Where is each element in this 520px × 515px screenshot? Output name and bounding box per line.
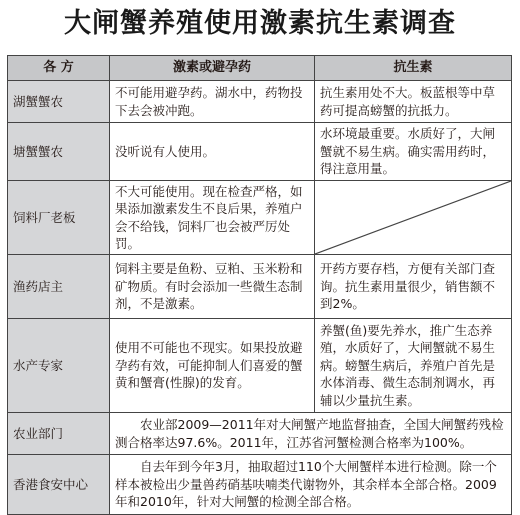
table-row — [8, 123, 512, 181]
party-name: 水产专家 — [8, 319, 110, 413]
table-row — [8, 413, 512, 455]
table-row — [8, 319, 512, 413]
hormone-cell: 不大可能使用。现在检查严格，如果添加激素发生不良后果，养殖户会不给钱，饲料厂也会被严厉处罚。 — [110, 181, 315, 255]
column-header-antibiotic: 抗生素 — [315, 56, 512, 81]
table-row — [8, 455, 512, 515]
table-row — [8, 81, 512, 123]
hormone-cell: 饲料主要是鱼粉、豆粕、玉米粉和矿物质。有时会添加一些微生态制剂，不是激素。 — [110, 255, 315, 319]
page-title: 大闸蟹养殖使用激素抗生素调查 — [64, 8, 456, 39]
survey-table — [7, 55, 512, 515]
party-name: 香港食安中心 — [8, 455, 110, 515]
party-name: 渔药店主 — [8, 255, 110, 319]
antibiotic-cell: 开药方要存档，方便有关部门查询。抗生素用量很少，销售额不到2%。 — [315, 255, 512, 319]
hormone-cell: 不可能用避孕药。湖水中，药物投下去会被冲跑。 — [110, 81, 315, 123]
antibiotic-cell: 养蟹(鱼)要先养水，推广生态养殖，水质好了，大闸蟹就不易生病。螃蟹生病后，养殖户首先是水体消毒、微生态制剂调水，再辅以少量抗生素。 — [315, 319, 512, 413]
party-name: 农业部门 — [8, 413, 110, 455]
empty-antibiotic-cell — [315, 181, 512, 255]
hormone-cell: 没听说有人使用。 — [110, 123, 315, 181]
hormone-cell: 使用不可能也不现实。如果投放避孕药有效，可能抑制人们喜爱的蟹黄和蟹膏(性腺)的发育。 — [110, 319, 315, 413]
antibiotic-cell: 抗生素用处不大。板蓝根等中草药可提高螃蟹的抗抵力。 — [315, 81, 512, 123]
table-row — [8, 181, 512, 255]
party-name: 塘蟹蟹农 — [8, 123, 110, 181]
merged-cell: 农业部2009—2011年对大闸蟹产地监督抽查，全国大闸蟹药残检测合格率达97.6%。2011年，江苏省河蟹检测合格率为100%。 — [110, 413, 512, 455]
table-row — [8, 255, 512, 319]
column-header-hormone: 激素或避孕药 — [110, 56, 315, 81]
column-header-party: 各 方 — [8, 56, 110, 81]
table-header-row — [8, 56, 512, 81]
merged-cell: 自去年到今年3月，抽取超过110个大闸蟹样本进行检测。除一个样本被检出少量兽药硝基呋喃类代谢物外，其余样本全部合格。2009年和2010年，针对大闸蟹的检测全部合格。 — [110, 455, 512, 515]
party-name: 湖蟹蟹农 — [8, 81, 110, 123]
party-name: 饲料厂老板 — [8, 181, 110, 255]
antibiotic-cell: 水环境最重要。水质好了，大闸蟹就不易生病。确实需用药时，得注意用量。 — [315, 123, 512, 181]
diagonal-strike — [315, 181, 511, 254]
